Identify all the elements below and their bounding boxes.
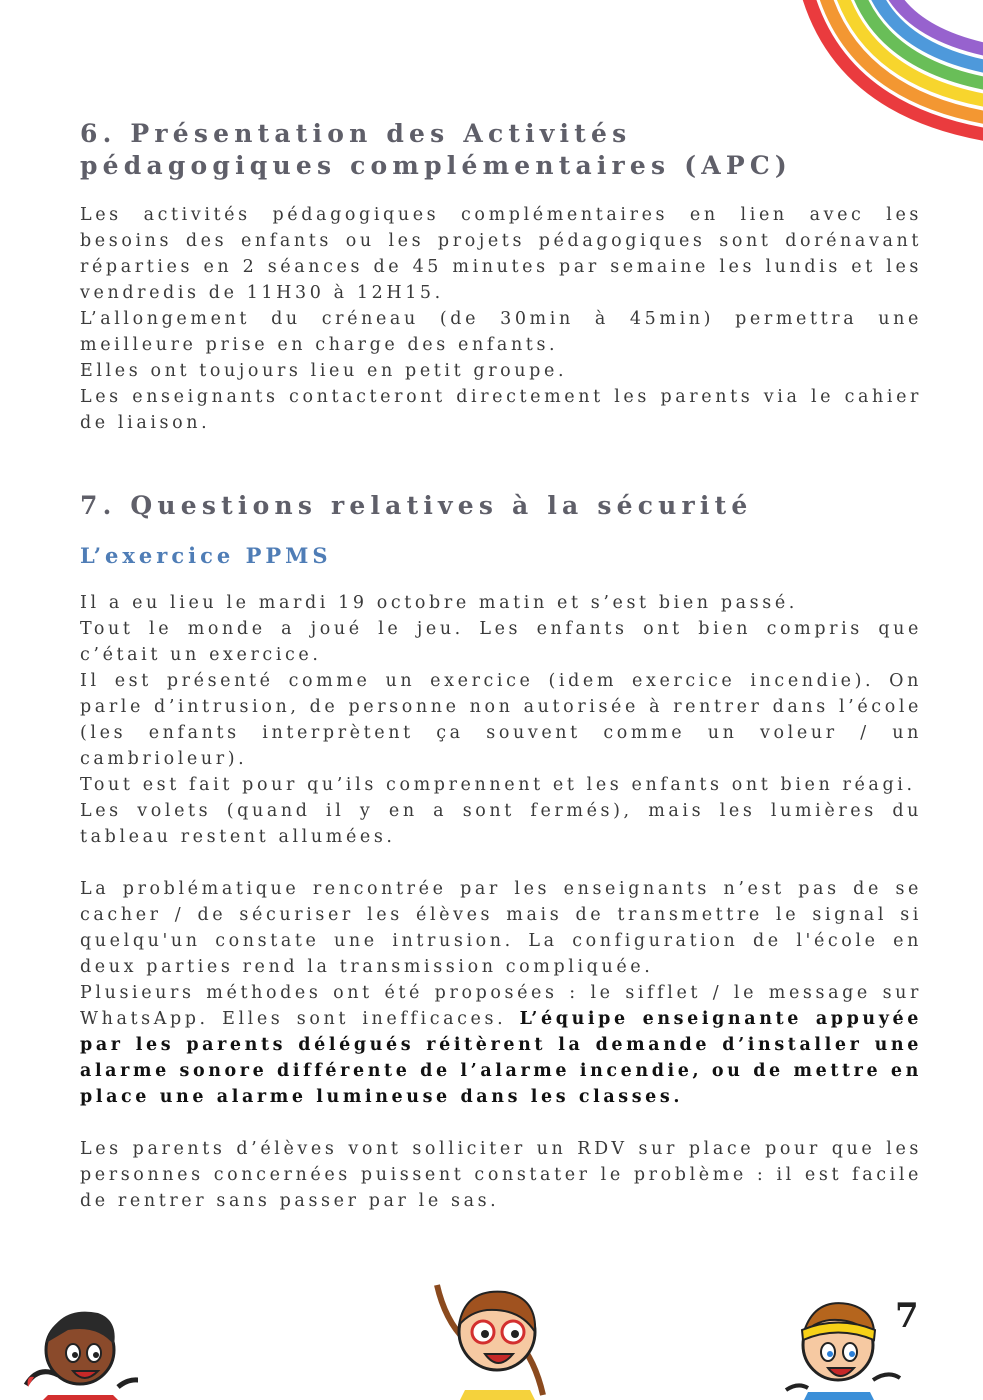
methods-paragraph: [80, 980, 922, 1110]
ppms-paragraph-1: Il a eu lieu le mardi 19 octobre matin et s’est bien passé.: [80, 593, 798, 613]
team-request-text: L’équipe enseignante appuyée par les parents délégués réitèrent la demande d’installer une alarme sonore différente de l’alarme incendie, ou de mettre en place une alarme lumineuse dans les classes.: [80, 1009, 922, 1107]
page-content: [80, 118, 922, 1214]
ppms-paragraph-3: Il est présenté comme un exercice (idem exercice incendie). On parle d’intrusion, de personne non autorisée à rentrer dans l’école (les enfants interprètent ça souvent comme un voleur / un cambrioleur).: [80, 671, 922, 769]
apc-paragraph-2: L’allongement du créneau (de 30min à 45min) permettra une meilleure prise en charge des enfants.: [80, 309, 922, 355]
headband-kid-icon: [778, 1290, 903, 1400]
apc-paragraph-3: Elles ont toujours lieu en petit groupe.: [80, 361, 568, 381]
page-number: 7: [895, 1296, 919, 1336]
ppms-subtitle: L’exercice PPMS: [80, 543, 332, 568]
ppms-paragraph-2: Tout le monde a joué le jeu. Les enfants ont bien compris que c’était un exercice.: [80, 619, 922, 665]
boy-kid-icon: [18, 1295, 138, 1400]
methods-text: Plusieurs méthodes ont été proposées : le sifflet / le message sur WhatsApp. Elles sont inefficaces.: [80, 983, 922, 1029]
section-6-title: 6. Présentation des Activités pédagogiques complémentaires (APC): [80, 119, 792, 180]
girl-kid-icon: [425, 1280, 575, 1400]
parents-paragraph: Les parents d’élèves vont solliciter un RDV sur place pour que les personnes concernées puissent constater le problème : il est facile de rentrer sans passer par le sas.: [80, 1139, 922, 1211]
ppms-paragraph-4: Tout est fait pour qu’ils comprennent et les enfants ont bien réagi.: [80, 775, 916, 795]
apc-paragraph-4: Les enseignants contacteront directement les parents via le cahier de liaison.: [80, 387, 922, 433]
section-7-title: 7. Questions relatives à la sécurité: [80, 491, 753, 520]
ppms-paragraph-5: Les volets (quand il y en a sont fermés), mais les lumières du tableau restent allumées.: [80, 801, 922, 847]
apc-paragraph-1: Les activités pédagogiques complémentaires en lien avec les besoins des enfants ou les projets pédagogiques sont dorénavant réparties en 2 séances de 45 minutes par semaine les lundis et les vendredis de 11H30 à 12H15.: [80, 205, 922, 303]
problem-paragraph: La problématique rencontrée par les enseignants n’est pas de se cacher / de sécuriser les élèves mais de transmettre le signal si quelqu'un constate une intrusion. La configuration de l'école en deux parties rend la transmission compliquée.: [80, 879, 922, 977]
